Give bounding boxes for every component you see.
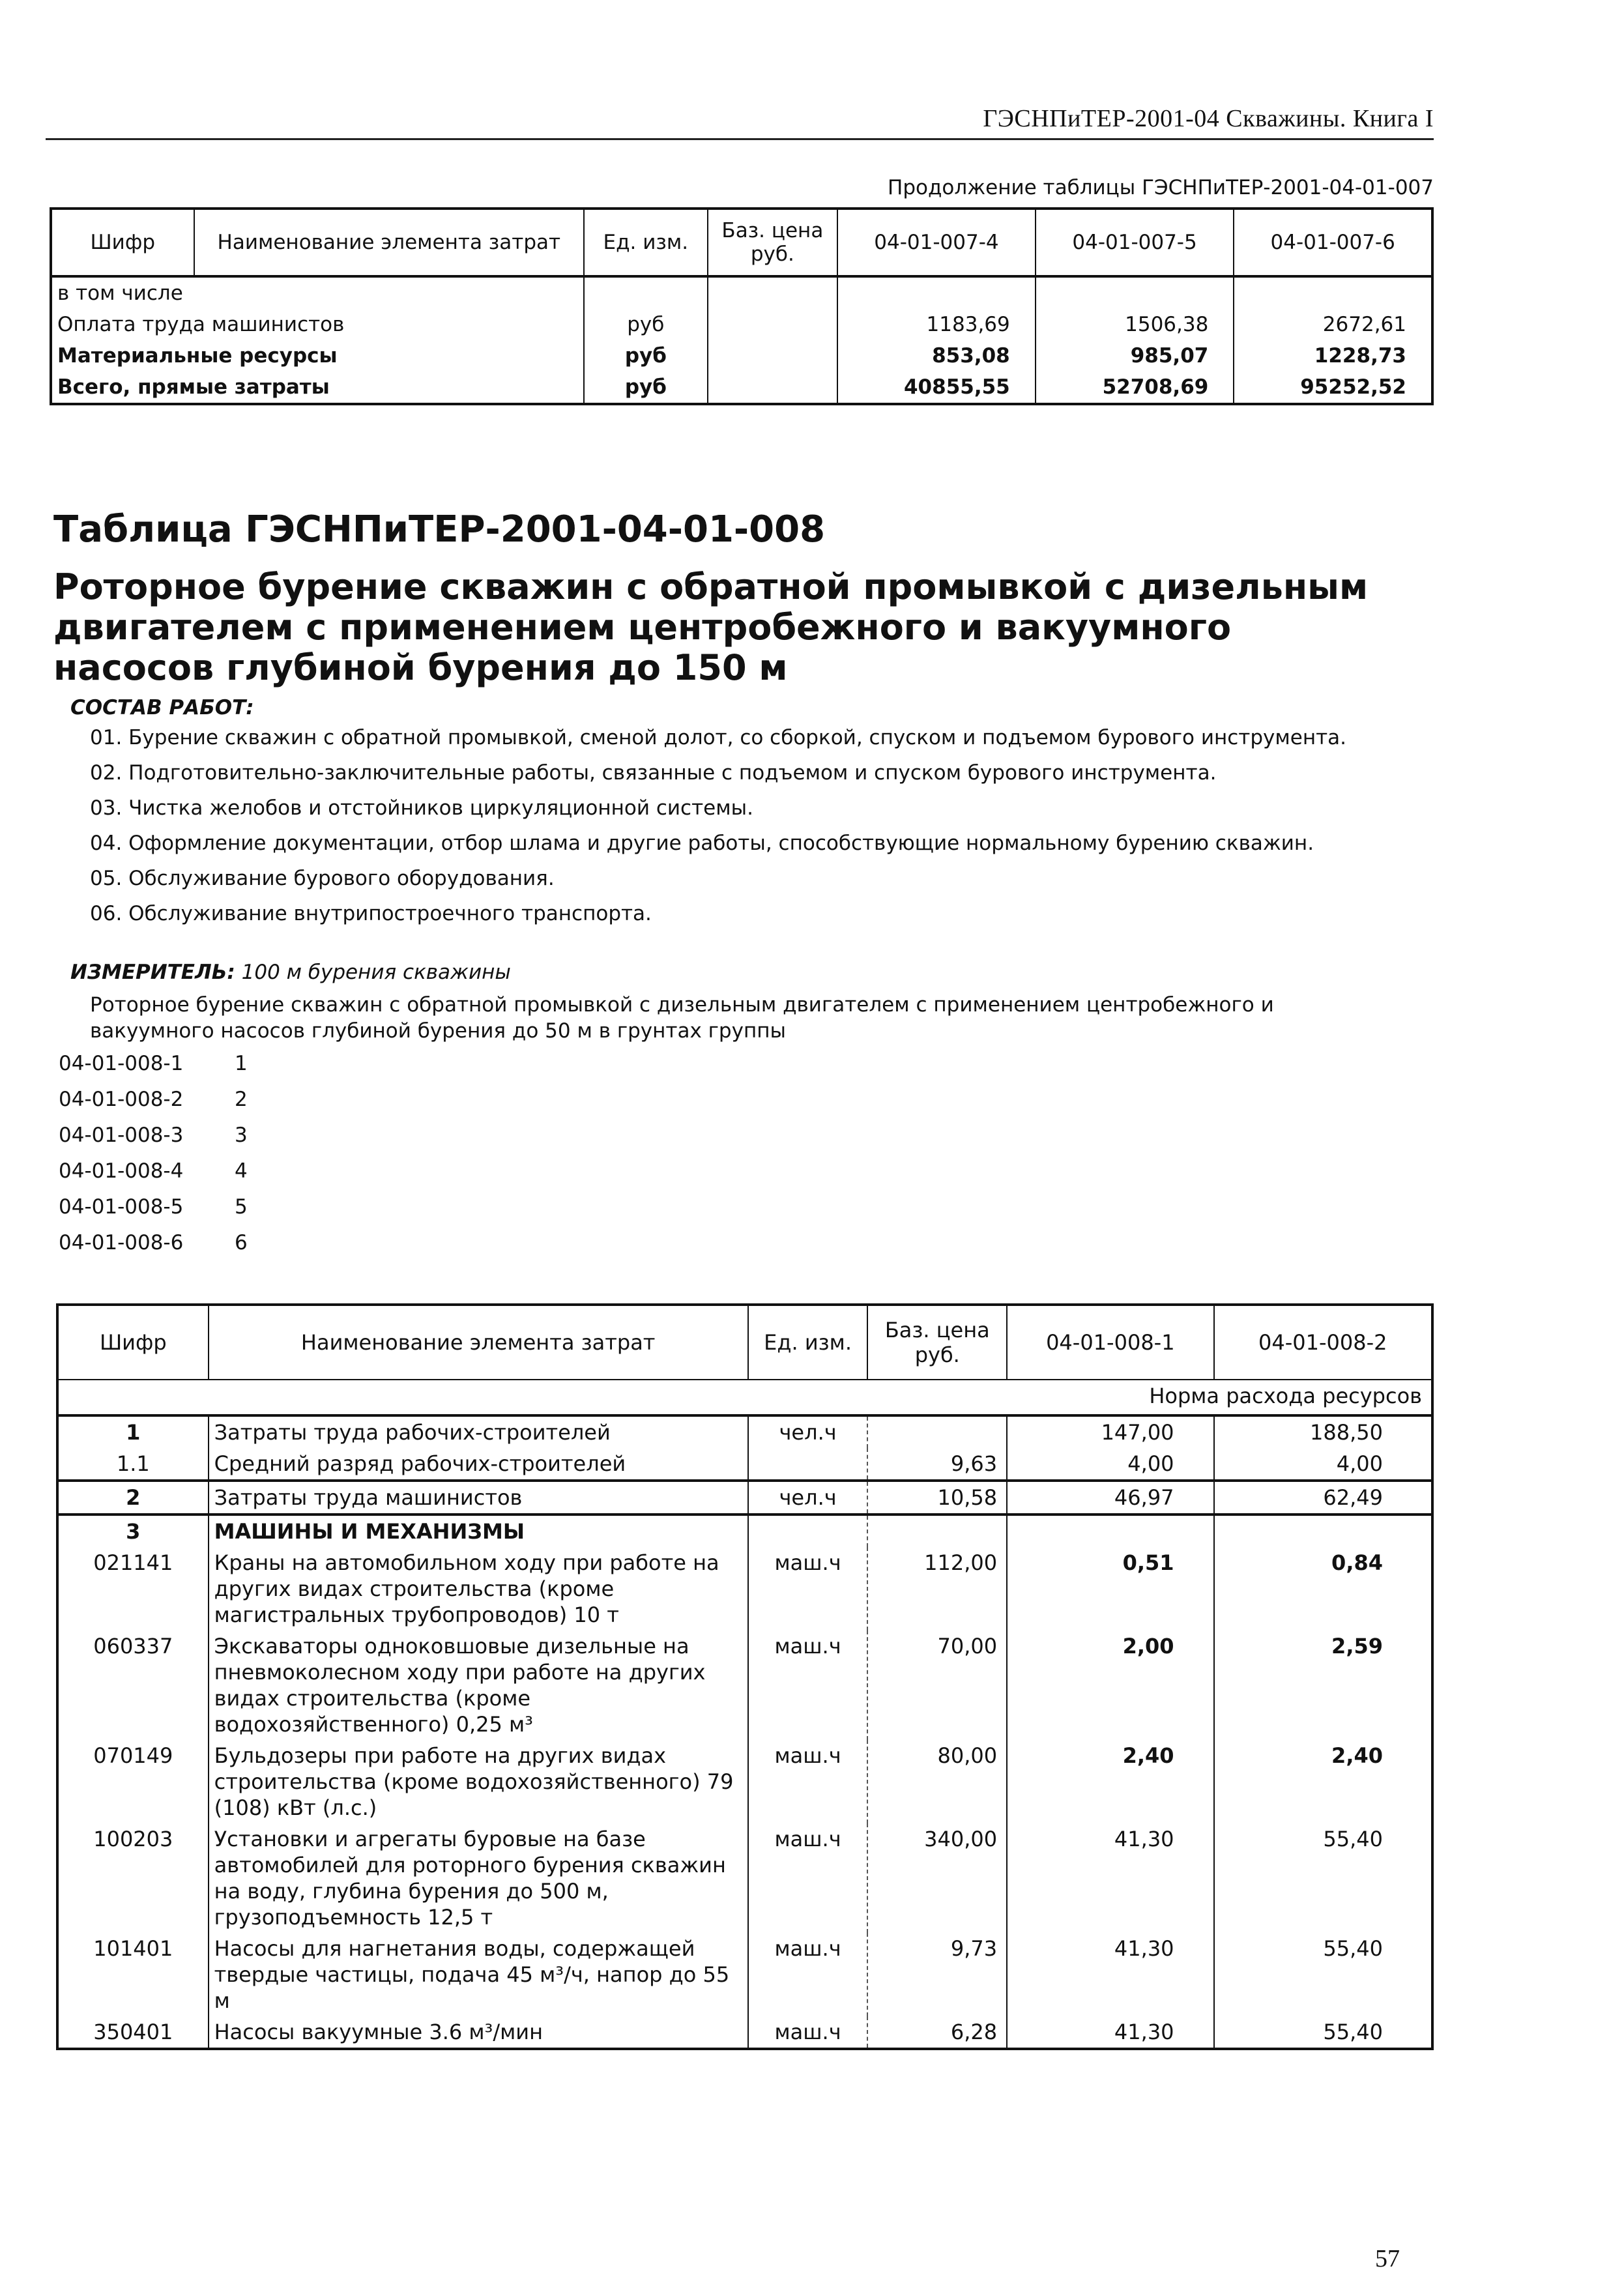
resource-table-header — [57, 1305, 1432, 1380]
row-unit — [748, 1448, 868, 1481]
variant-description: Роторное бурение скважин с обратной промывкой с дизельным двигателем с применением центробежного и вакуумного насосов глубиной бурения до 50 м в грунтах группы — [90, 993, 1274, 1043]
table-row — [57, 1415, 1432, 1448]
header-col1: 04-01-008-1 — [1007, 1305, 1213, 1380]
row-name: Затраты труда рабочих-строителей — [209, 1415, 748, 1448]
row-name: Средний разряд рабочих-строителей — [209, 1448, 748, 1481]
norma-label: Норма расхода ресурсов — [57, 1380, 1432, 1415]
row-value-2: 55,40 — [1323, 1827, 1383, 1851]
row-value-1: 4,00 — [1007, 1448, 1213, 1481]
variant-group: 2 — [235, 1088, 248, 1111]
row-unit: маш.ч — [748, 1740, 868, 1823]
row-value-1 — [837, 276, 1036, 309]
row-name: Оплата труда машинистов — [51, 309, 584, 340]
row-code: 021141 — [57, 1547, 209, 1631]
variant-code: 04-01-008-5 — [59, 1195, 184, 1219]
meter-value: 100 м бурения скважины — [241, 961, 511, 984]
table-row — [51, 371, 1432, 404]
header-unit: Ед. изм. — [584, 209, 708, 276]
row-code: 070149 — [57, 1740, 209, 1823]
table-row — [57, 1448, 1432, 1481]
row-value-2: 1506,38 — [1036, 309, 1234, 340]
row-code: 1 — [57, 1415, 209, 1448]
row-value-1: 41,30 — [1007, 1823, 1213, 1933]
row-code: 1.1 — [57, 1448, 209, 1481]
table-row — [51, 309, 1432, 340]
row-value-1 — [1007, 1515, 1213, 1547]
row-unit: маш.ч — [748, 1933, 868, 2016]
header-base-price: Баз. цена руб. — [708, 209, 838, 276]
header-rule — [46, 138, 1434, 140]
row-unit: маш.ч — [748, 1823, 868, 1933]
row-price: 112,00 — [867, 1547, 1007, 1631]
row-value-3: 2672,61 — [1234, 309, 1432, 340]
variant-code: 04-01-008-1 — [59, 1052, 184, 1075]
page-number: 57 — [1375, 2245, 1400, 2272]
meter — [70, 961, 511, 984]
row-value-3: 1228,73 — [1234, 340, 1432, 371]
row-value-2: 52708,69 — [1036, 371, 1234, 404]
list-item — [59, 1052, 248, 1088]
continued-table — [50, 207, 1434, 405]
row-value-2 — [1036, 276, 1234, 309]
row-price: 80,00 — [867, 1740, 1007, 1823]
table-row — [51, 276, 1432, 309]
row-unit — [748, 1515, 868, 1547]
variant-code: 04-01-008-6 — [59, 1231, 184, 1254]
header-code: Шифр — [57, 1305, 209, 1380]
list-item — [59, 1159, 248, 1195]
row-price — [708, 276, 838, 309]
row-price: 10,58 — [867, 1481, 1007, 1515]
variant-code: 04-01-008-3 — [59, 1123, 184, 1147]
header-col2: 04-01-007-5 — [1036, 209, 1234, 276]
row-name: Бульдозеры при работе на других видах строительства (кроме водохозяйственного) 79 (108) кВт (л.с.) — [209, 1740, 748, 1823]
row-price: 9,73 — [867, 1933, 1007, 2016]
resource-table — [56, 1303, 1434, 2050]
row-value-3 — [1234, 276, 1432, 309]
meter-label: ИЗМЕРИТЕЛЬ: — [70, 961, 235, 984]
row-unit: чел.ч — [748, 1415, 868, 1448]
header-col3: 04-01-007-6 — [1234, 209, 1432, 276]
row-value-1: 147,00 — [1007, 1415, 1213, 1448]
table-row — [57, 1823, 1432, 1933]
row-value-3: 95252,52 — [1234, 371, 1432, 404]
row-unit: руб — [584, 371, 708, 404]
work-item: 02. Подготовительно-заключительные работы, связанные с подъемом и спуском бурового инструмента. — [90, 761, 1217, 785]
row-price — [867, 1415, 1007, 1448]
list-item — [59, 1195, 248, 1231]
row-name: Краны на автомобильном ходу при работе на других видах строительства (кроме магистральных трубопроводов) 10 т — [209, 1547, 748, 1631]
header-name: Наименование элемента затрат — [194, 209, 585, 276]
row-name: Экскаваторы одноковшовые дизельные на пневмоколесном ходу при работе на других видах строительства (кроме водохозяйственного) 0,25 м³ — [209, 1631, 748, 1740]
row-value-1: 853,08 — [837, 340, 1036, 371]
row-value-2 — [1214, 1515, 1432, 1547]
row-code: 101401 — [57, 1933, 209, 2016]
row-value-2: 985,07 — [1036, 340, 1234, 371]
work-item: 05. Обслуживание бурового оборудования. — [90, 867, 555, 890]
row-value-2: 55,40 — [1323, 1936, 1383, 1961]
row-value-2: 0,84 — [1331, 1550, 1383, 1575]
row-name: Насосы для нагнетания воды, содержащей твердые частицы, подача 45 м³/ч, напор до 55 м — [209, 1933, 748, 2016]
row-code: 3 — [57, 1515, 209, 1547]
list-item — [59, 1231, 248, 1267]
table-row — [57, 1740, 1432, 1823]
works-list — [90, 725, 1406, 936]
variant-group: 1 — [235, 1052, 248, 1075]
row-value-1: 40855,55 — [837, 371, 1036, 404]
continuation-caption: Продолжение таблицы ГЭСНПиТЕР-2001-04-01-007 — [888, 176, 1434, 199]
row-price — [708, 309, 838, 340]
row-code: 100203 — [57, 1823, 209, 1933]
norma-row — [57, 1380, 1432, 1415]
row-unit: маш.ч — [748, 1631, 868, 1740]
table-title: Таблица ГЭСНПиТЕР-2001-04-01-008 — [53, 508, 826, 551]
work-item: 06. Обслуживание внутрипостроечного транспорта. — [90, 902, 652, 925]
table-row — [57, 1481, 1432, 1515]
row-price: 9,63 — [867, 1448, 1007, 1481]
table-row — [57, 1547, 1432, 1631]
row-value-1: 2,40 — [1007, 1740, 1213, 1823]
row-name: МАШИНЫ И МЕХАНИЗМЫ — [209, 1515, 748, 1547]
work-item: 03. Чистка желобов и отстойников циркуляционной системы. — [90, 796, 753, 820]
row-price — [708, 371, 838, 404]
variant-code: 04-01-008-4 — [59, 1159, 184, 1183]
row-unit: руб — [584, 340, 708, 371]
header-unit: Ед. изм. — [748, 1305, 868, 1380]
row-price: 340,00 — [867, 1823, 1007, 1933]
row-value-2: 55,40 — [1323, 2020, 1383, 2044]
running-header: ГЭСНПиТЕР-2001-04 Скважины. Книга I — [983, 105, 1434, 132]
continued-table-header — [51, 209, 1432, 276]
row-name: Всего, прямые затраты — [51, 371, 584, 404]
header-col2: 04-01-008-2 — [1214, 1305, 1432, 1380]
variant-group: 3 — [235, 1123, 248, 1147]
row-price: 70,00 — [867, 1631, 1007, 1740]
row-name: Насосы вакуумные 3.6 м³/мин — [209, 2016, 748, 2049]
list-item — [59, 1123, 248, 1159]
row-unit: маш.ч — [748, 1547, 868, 1631]
row-value-2: 188,50 — [1214, 1415, 1432, 1448]
row-price — [708, 340, 838, 371]
row-unit: маш.ч — [748, 2016, 868, 2049]
row-code: 060337 — [57, 1631, 209, 1740]
row-unit: чел.ч — [748, 1481, 868, 1515]
row-value-2: 4,00 — [1336, 1451, 1383, 1476]
row-unit — [584, 276, 708, 309]
table-row — [57, 1631, 1432, 1740]
row-value-1: 46,97 — [1007, 1481, 1213, 1515]
table-row — [57, 2016, 1432, 2049]
header-name: Наименование элемента затрат — [209, 1305, 748, 1380]
variant-group: 5 — [235, 1195, 248, 1219]
table-row — [57, 1933, 1432, 2016]
variant-code: 04-01-008-2 — [59, 1088, 184, 1111]
row-unit: руб — [584, 309, 708, 340]
variant-group: 6 — [235, 1231, 248, 1254]
row-price: 6,28 — [867, 2016, 1007, 2049]
variant-list — [59, 1052, 248, 1267]
row-code: 350401 — [57, 2016, 209, 2049]
row-value-1: 41,30 — [1007, 2016, 1213, 2049]
row-name: Установки и агрегаты буровые на базе автомобилей для роторного бурения скважин на воду, глубина бурения до 500 м, грузоподъемность 12,5 т — [209, 1823, 748, 1933]
row-code: 2 — [57, 1481, 209, 1515]
work-item: 01. Бурение скважин с обратной промывкой, сменой долот, со сборкой, спуском и подъемом бурового инструмента. — [90, 726, 1347, 749]
row-name: в том числе — [51, 276, 584, 309]
row-value-2: 2,40 — [1331, 1743, 1383, 1768]
header-code: Шифр — [51, 209, 194, 276]
table-row — [51, 340, 1432, 371]
row-value-2: 2,59 — [1331, 1634, 1383, 1659]
list-item — [59, 1088, 248, 1123]
row-value-1: 1183,69 — [837, 309, 1036, 340]
table-row — [57, 1515, 1432, 1547]
row-price — [867, 1515, 1007, 1547]
variant-group: 4 — [235, 1159, 248, 1183]
row-name: Материальные ресурсы — [51, 340, 584, 371]
header-col1: 04-01-007-4 — [837, 209, 1036, 276]
row-value-1: 2,00 — [1007, 1631, 1213, 1740]
row-value-2: 62,49 — [1214, 1481, 1432, 1515]
row-value-1: 41,30 — [1007, 1933, 1213, 2016]
row-value-1: 0,51 — [1007, 1547, 1213, 1631]
row-name: Затраты труда машинистов — [209, 1481, 748, 1515]
header-base-price: Баз. цена руб. — [867, 1305, 1007, 1380]
works-label: СОСТАВ РАБОТ: — [70, 696, 254, 719]
table-subtitle: Роторное бурение скважин с обратной промывкой с дизельным двигателем с применением центробежного и вакуумного насосов глубиной бурения до 150 м — [53, 566, 1369, 688]
work-item: 04. Оформление документации, отбор шлама и другие работы, способствующие нормальному бурению скважин. — [90, 832, 1314, 855]
